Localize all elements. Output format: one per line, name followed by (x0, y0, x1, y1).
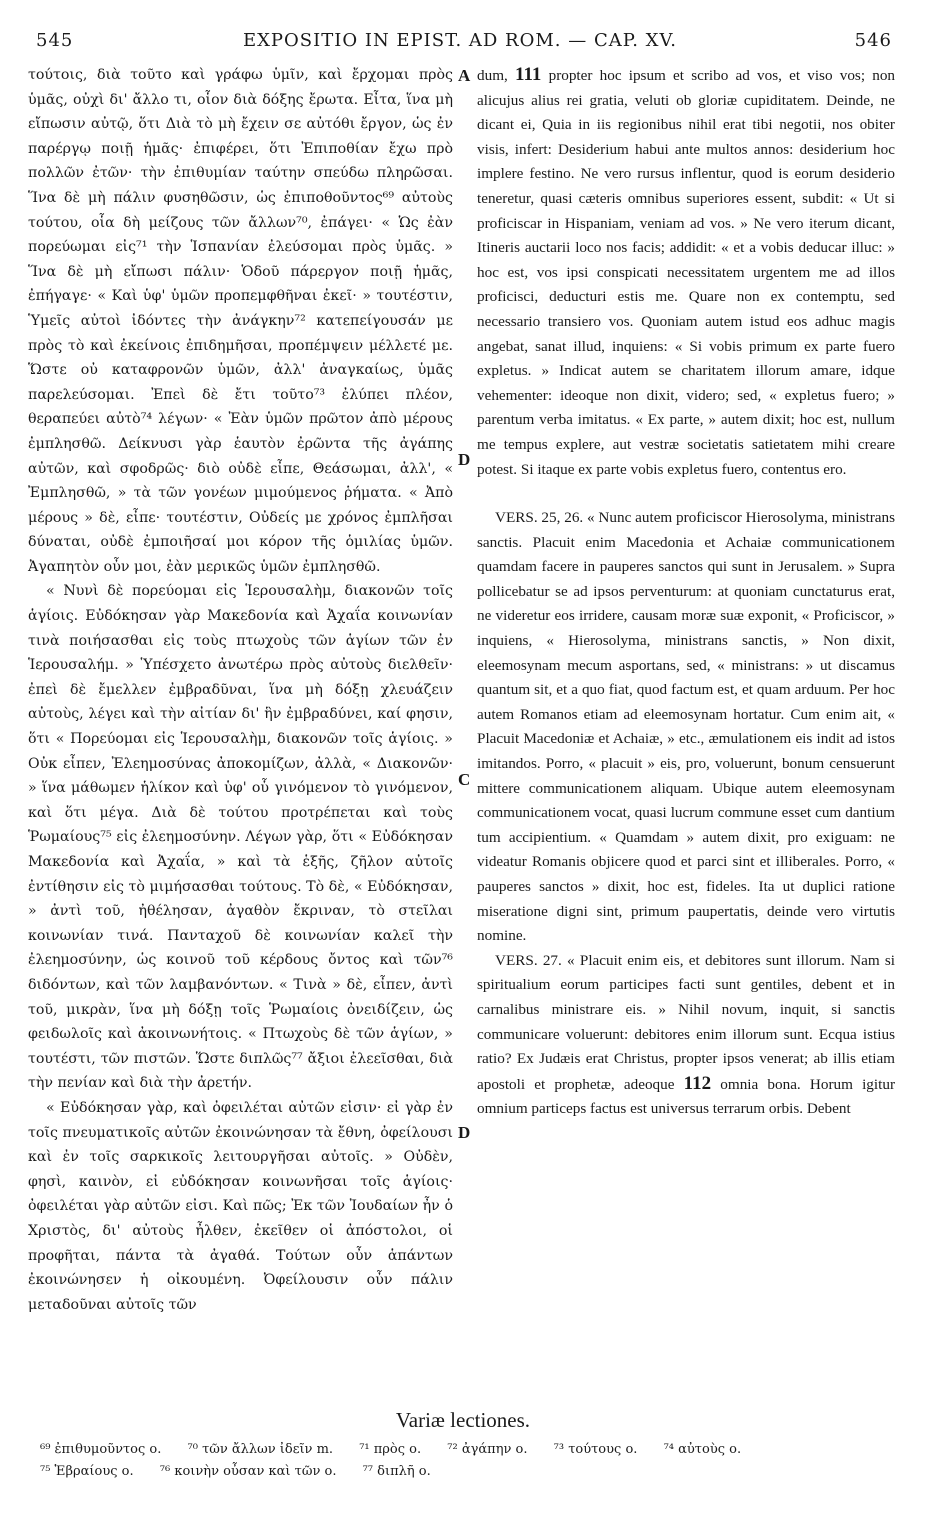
greek-column (28, 63, 453, 1317)
greek-paragraph: « Νυνὶ δὲ πορεύομαι εἰς Ἱερουσαλὴμ, διακονῶν τοῖς ἁγίοις. Εὐδόκησαν γὰρ Μακεδονία καὶ Ἀχαΐα κοινωνίαν τινὰ ποιήσασθαι εἰς τοὺς πτωχοὺς τῶν ἁγίων τῶν ἐν Ἱερουσαλήμ. » Ὑπέσχετο ἀνωτέρω πρὸς αὐτοὺς διελθεῖν· ἐπεὶ δὲ ἔμελλεν ἐμβραδῦναι, ἵνα μὴ δόξῃ χλευάζειν αὐτοὺς, λέγει καὶ τὴν αἰτίαν δι' ἣν ἐμβραδύνει, καί φησιν, ὅτι « Πορεύομαι εἰς Ἱερουσαλὴμ, διακονῶν τοῖς ἁγίοις. » Οὐκ εἶπεν, Ἐλεημοσύνας ἀποκομίζων, ἀλλὰ, « Διακονῶν· » ἵνα μάθωμεν ἡλίκον καὶ ὑφ' οὗ γινόμενον τὸ γινόμενον, καὶ ὅτι μέγα. Διὰ δὲ τούτου προτρέπεται καὶ τοὺς Ῥωμαίους⁷⁵ εἰς ἐλεημοσύνην. Λέγων γὰρ, ὅτι « Εὐδόκησαν Μακεδονία καὶ Ἀχαΐα, » καὶ τὰ ἑξῆς, ζῆλον αὐτοῖς ἐντίθησιν εἰς τὸ μιμήσασθαι τούτους. Τὸ δὲ, « Εὐδόκησαν, » ἀντὶ τοῦ, ἠθέλησαν, ἀγαθὸν ἔκριναν, τὸ στεῖλαι κοινωνίαν τινά. Πανταχοῦ δὲ κοινωνίαν καλεῖ τὴν ἐλεημοσύνην, ὡς κοινοῦ τοῦ κέρδους ὄντος καὶ τῶν⁷⁶ διδόντων, καὶ τῶν λαμβανόντων. « Τινὰ » δὲ, εἶπεν, ἀντὶ τοῦ, μικρὰν, ἵνα μὴ δόξῃ τοῖς Ῥωμαίοις ὀνειδίζειν, ὡς φειδωλοῖς καὶ ἀκοινωνήτοις. « Πτωχοὺς δὲ τῶν ἁγίων, » τουτέστι, τῶν πιστῶν. Ὥστε διπλῶς⁷⁷ ἄξιοι ἐλεεῖσθαι, διὰ τὴν πενίαν καὶ διὰ τὴν ἀρετήν. (28, 583, 453, 1092)
margin-letter-d: D (458, 450, 471, 469)
footnotes-line-1 (40, 1440, 900, 1460)
greek-paragraph: τούτοις, διὰ τοῦτο καὶ γράφω ὑμῖν, καὶ ἔρχομαι πρὸς ὑμᾶς, οὐχὶ δι' ἄλλο τι, οἷον διὰ δόξης ἔρωτα. Εἶτα, ἵνα μὴ εἴπωσιν αὐτῷ, ὅτι Διὰ τὸ μὴ ἔχειν σε αὐτόθι ἔργον, ὡς ἐν παρέργῳ ποιῇ ἡμᾶς· ἐπιφέρει, ὅτι Ἐπιποθίαν ἔχω πρὸ πολλῶν ἐτῶν· τὴν ἐπιθυμίαν ταύτην σπεύδω πληρῶσαι. Ἵνα δὲ μὴ πάλιν φυσηθῶσιν, ὡς ἐπιποθοῦντος⁶⁹ αὐτοὺς τούτου, οἷα δὴ μείζους τῶν ἄλλων⁷⁰, ἐπάγει· « Ὡς ἐὰν πορεύωμαι εἰς⁷¹ τὴν Ἱσπανίαν ἐλεύσομαι πρὸς ὑμᾶς. » Ἵνα δὲ μὴ εἴπωσι πάλιν· Ὁδοῦ πάρεργον ποιῇ ἡμᾶς, ἐπήγαγε· « Καὶ ὑφ' ὑμῶν προπεμφθῆναι ἐκεῖ· » τουτέστιν, Ὑμεῖς αὐτοὶ ἰδόντες τὴν ἀνάγκην⁷² κατεπείγουσάν με πρὸς τὸ καὶ ἐκείνοις ἐπιδημῆσαι, προπέμψειν μέλλετέ με. Ὥστε οὐ καταφρονῶν ὑμῶν, ἀλλ' ἀναγκαίως, ὑμᾶς παρελεύσομαι. Ἐπεὶ δὲ ἔτι τοῦτο⁷³ ἐλύπει πλέον, θεραπεύει αὐτὸ⁷⁴ λέγων· « Ἐὰν ὑμῶν πρῶτον ἀπὸ μέρους ἐμπλησθῶ. Δείκνυσι γὰρ ἑαυτὸν ἐρῶντα τῆς ἀγάπης αὐτῶν, καὶ σφοδρῶς· διὸ οὐδὲ εἶπε, Θεάσωμαι, ἀλλ', « Ἐμπλησθῶ, » τὰ τῶν γονέων μιμούμενος ῥήματα. « Ἀπὸ μέρους » δὲ, εἶπε· τουτέστιν, Οὐδείς με χρόνος ἐμπλῆσαι δύναται, οὐδὲ ἐμποιῆσαί μοι κόρον τῆς ὁμιλίας ὑμῶν. Ἀγαπητὸν οὖν μοι, ἐὰν μερικῶς ὑμῶν ἐμπλησθῶ. (28, 67, 453, 575)
footnote: ⁷² ἀγάπην ο. (447, 1442, 528, 1457)
footnote: ⁷⁶ κοινὴν οὖσαν καὶ τῶν ο. (159, 1464, 337, 1479)
footnote: ⁷⁴ αὐτοὺς ο. (663, 1442, 742, 1457)
section-number: 112 (683, 1072, 712, 1094)
footnotes-line-2 (40, 1462, 900, 1482)
margin-letter-c: C (458, 770, 471, 789)
footnote: ⁷⁰ τῶν ἄλλων ἰδεῖν m. (187, 1442, 334, 1457)
page-number-left: 545 (36, 30, 74, 51)
latin-text: omnia bona. Horum igitur omnium particeps factus est universus terrarum orbis. Debent (477, 1075, 895, 1118)
footnote: ⁷⁵ Ἑβραίους ο. (40, 1464, 134, 1479)
latin-paragraph: VERS. 25, 26. « Nunc autem proficiscor Hierosolyma, ministrans sanctis. Placuit enim Macedonia et Achaiæ communicationem quamdam facere in pauperes sanctos qui sunt in Jerusalem. » Supra pollicebatur se ad ipsos perventurum: at quoniam cunctaturus erat, ne videretur eos irridere, causam moræ suæ exponit, « Proficiscor, » inquiens, « Hierosolyma, ministrans sanctis, » Non dixit, eleemosynam mecum asportans, sed, « ministrans: » ut discamus quantum sit, et a quo fiat, quod factum est, et quam arduum. Per hoc autem Romanos etiam ad eleemosynam hortatur. Cum enim ait, « Placuit Macedoniæ et Achaiæ, » etc., æmulationem eis indit ad istos imitandos. Porro, « placuit » eis, pro, voluerunt, bonum censuerunt mittere communicationem aliquam. Ubique autem eleemosynam communicationem vocat, quasi lucrum commune esset cum dantium tum accipientium. « Quamdam » autem dixit, pro exiguam: ne videatur Romanis objicere quod et parci sint et illiberales. Porro, « pauperes sanctos » dixit, hoc est, fideles. Ita ut duplici ratione miseratione digni sint, primum paupertatis, deinde vero virtutis nomine. (477, 509, 895, 945)
footnote: ⁶⁹ ἐπιθυμοῦντος ο. (40, 1442, 162, 1457)
latin-text: propter hoc ipsum et scribo ad vos, et viso vos; non alicujus alius rei gratia, veluti ob gloriæ cupiditatem. Deinde, ne dicant ei, Quia in iis regionibus nihil erat tibi negotii, nos obiter visis, infert: Desiderium habui ante multos annos: desiderium hoc implere festino. Ne vero rursus inflentur, quod is eorum desiderio teneretur, quasi cæteris omnibus superiores essent, subdit: « Ut si proficiscar in Hispaniam, veniam ad vos. » Ne vero iterum dicant, Itineris auctarii loco nos facis; addidit: « et a vobis deducar illuc: » hoc est, vos ipsi conspicati necessitatem urgentem me ad illos proficisci, deducturi estis me. Quare non ex contemptu, sed necessario transiero vos. Quoniam autem istud eos adhuc magis angebat, sanat illud, inquiens: « Si vobis primum ex parte fuero expletus. » Indicat autem se charitatem illorum amare, idque vehementer: ideoque non dixit, videro; sed, « expletus fuero; » parentum verba imitatus. « Ex parte, » autem dixit; hoc est, nullum me tempus explere, aut vestræ societatis satietatem mihi creare potest. Si itaque ex parte vobis expletus fuero, contentus ero. (477, 67, 896, 478)
latin-column (477, 63, 895, 1122)
latin-paragraph (477, 949, 895, 1122)
running-header (28, 30, 892, 56)
section-number: 111 (515, 64, 542, 85)
page-number-right: 546 (854, 30, 892, 51)
running-title: EXPOSITIO IN EPIST. AD ROM. — CAP. XV. (242, 30, 678, 51)
footnote: ⁷⁷ διπλῆ ο. (362, 1464, 431, 1479)
latin-text: VERS. 27. « Placuit enim eis, et debitores sunt illorum. Nam si spiritualium eorum participes facti sunt gentiles, debent et in carnalibus ministrare eis. » Nihil novum, inquit, si sanctis communicare voluerunt: debitores enim illorum sunt. Ecqua istius ratio? Ex Judæis erat Christus, propter ipsos venerat; ab illis etiam apostoli et prophetæ, adeoque (477, 951, 895, 1093)
greek-paragraph: « Εὐδόκησαν γὰρ, καὶ ὀφειλέται αὐτῶν εἰσιν· εἰ γὰρ ἐν τοῖς πνευματικοῖς αὐτῶν ἐκοινώνησαν τὰ ἔθνη, ὀφείλουσι καὶ ἐν τοῖς σαρκικοῖς λειτουργῆσαι αὐτοῖς. » Οὐδὲν, φησὶ, καινὸν, εἰ εὐδόκησαν κοινωνῆσαι τοῖς ἁγίοις· ὀφειλέται γὰρ αὐτῶν εἰσι. Καὶ πῶς; Ἐκ τῶν Ἰουδαίων ἦν ὁ Χριστὸς, δι' αὐτοὺς ἦλθεν, ἐκεῖθεν οἱ ἀπόστολοι, οἱ προφῆται, πάντα τὰ ἀγαθά. Τούτων οὖν ἁπάντων ἐκοινώνησεν ἡ οἰκουμένη. Ὀφείλουσιν οὖν πάλιν μεταδοῦναι αὐτοῖς τῶν (28, 1099, 453, 1313)
margin-letter-a: A (458, 66, 471, 85)
footnote: ⁷¹ πρὸς ο. (359, 1442, 422, 1457)
latin-paragraph (477, 63, 895, 482)
footnote: ⁷³ τούτους ο. (553, 1442, 638, 1457)
margin-letter-d: D (458, 1123, 471, 1142)
variae-lectiones-title: Variæ lectiones. (395, 1408, 531, 1432)
latin-text: dum, (477, 67, 508, 84)
